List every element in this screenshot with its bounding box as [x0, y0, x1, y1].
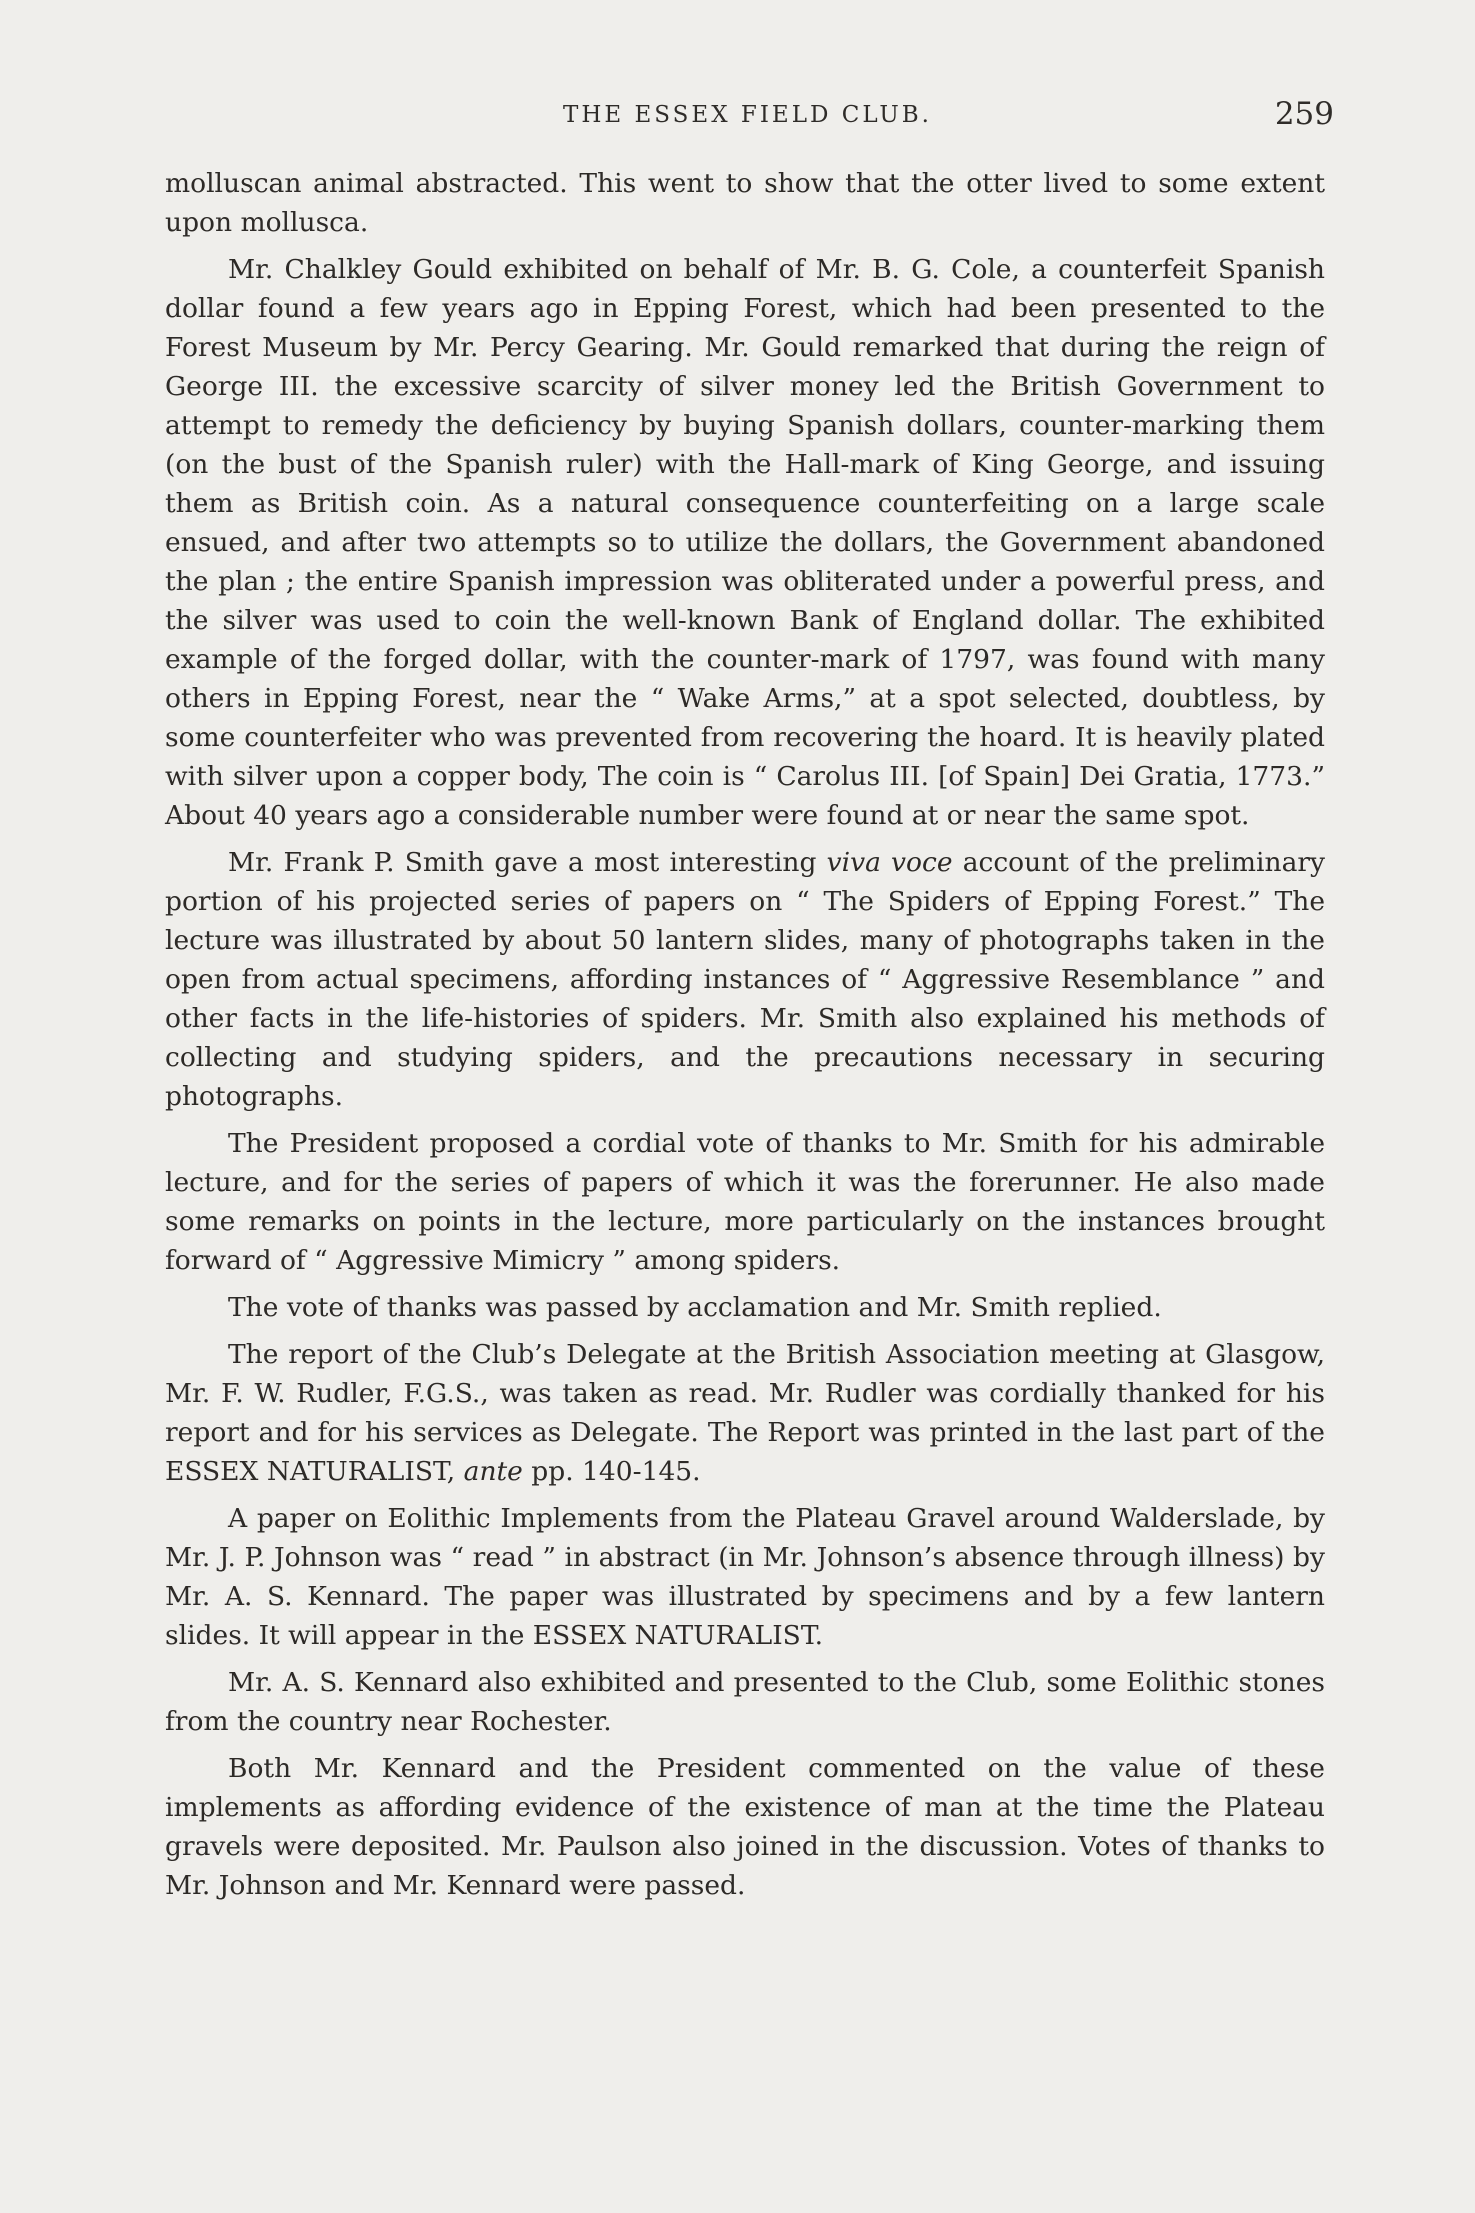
paragraph-spiders-lecture — [165, 843, 1325, 1116]
paragraph-spanish-dollar: Mr. Chalkley Gould exhibited on behalf of Mr. B. G. Cole, a counterfeit Spanish dollar found a few years ago in Epping Forest, which had been presented to the Forest Museum by Mr. Percy Gearing. Mr. Gould remarked that during the reign of George III. the excessive scarcity of silver money led the British Government to attempt to remedy the deficiency by buying Spanish dollars, counter-marking them (on the bust of the Spanish ruler) with the Hall-mark of King George, and issuing them as British coin. As a natural consequence counterfeiting on a large scale ensued, and after two attempts so to utilize the dollars, the Government abandoned the plan ; the entire Spanish impression was obliterated under a powerful press, and the silver was used to coin the well-known Bank of England dollar. The exhibited example of the forged dollar, with the counter-mark of 1797, was found with many others in Epping Forest, near the “ Wake Arms,” at a spot selected, doubtless, by some counterfeiter who was prevented from recovering the hoard. It is heavily plated with silver upon a copper body, The coin is “ Carolus III. [of Spain] Dei Gratia, 1773.” About 40 years ago a considerable number were found at or near the same spot. — [165, 254, 1325, 831]
paragraph-closing-discussion: Both Mr. Kennard and the President commented on the value of these implements as affording evidence of the existence of man at the time the Plateau gravels were deposited. Mr. Paulson also joined in the discussion. Votes of thanks to Mr. Johnson and Mr. Kennard were passed. — [165, 1753, 1325, 1901]
italic-phrase: ante — [463, 1456, 523, 1487]
running-title: THE ESSEX FIELD CLUB. — [563, 102, 932, 128]
paragraph-vote-passed: The vote of thanks was passed by acclamation and Mr. Smith replied. — [228, 1292, 1162, 1323]
paragraph-text: The report of the Club’s Delegate at the British Association meeting at Glasgow, Mr. F. W. Rudler, F.G.S., was taken as read. Mr. Rudler was cordially thanked for his report and for his services as Delegate. The Report was printed in the last part of the ESSEX NATURALIST, — [165, 1339, 1325, 1487]
page-number: 259 — [1274, 96, 1334, 132]
running-head — [165, 96, 1334, 140]
paragraph-text: Mr. Frank P. Smith gave a most interesting — [228, 847, 827, 878]
paragraph-eolithic-paper: A paper on Eolithic Implements from the Plateau Gravel around Walderslade, by Mr. J. P. Johnson was “ read ” in abstract (in Mr. Johnson’s absence through illness) by Mr. A. S. Kennard. The paper was illustrated by specimens and by a few lantern slides. It will appear in the ESSEX NATURALIST. — [165, 1503, 1325, 1651]
paragraph-text: pp. 140-145. — [522, 1456, 701, 1487]
paragraph-vote-proposal: The President proposed a cordial vote of thanks to Mr. Smith for his admirable lecture, and for the series of papers of which it was the forerunner. He also made some remarks on points in the lecture, more particularly on the instances brought forward of “ Aggressive Mimicry ” among spiders. — [165, 1128, 1325, 1276]
italic-phrase: viva voce — [826, 847, 953, 878]
paragraph-kennard-exhibit: Mr. A. S. Kennard also exhibited and presented to the Club, some Eolithic stones from the country near Rochester. — [165, 1667, 1325, 1737]
paragraph-otter-continuation: molluscan animal abstracted. This went to show that the otter lived to some extent upon mollusca. — [165, 168, 1325, 238]
paragraph-text: account of the preliminary portion of his projected series of papers on “ The Spiders of Epping Forest.” The lecture was illustrated by about 50 lantern slides, many of photographs taken in the open from actual specimens, affording instances of “ Aggressive Resemblance ” and other facts in the life-histories of spiders. Mr. Smith also explained his methods of collecting and studying spiders, and the precautions necessary in securing photographs. — [165, 847, 1326, 1112]
paragraph-delegate-report — [165, 1335, 1325, 1491]
body-text — [165, 164, 1325, 1913]
